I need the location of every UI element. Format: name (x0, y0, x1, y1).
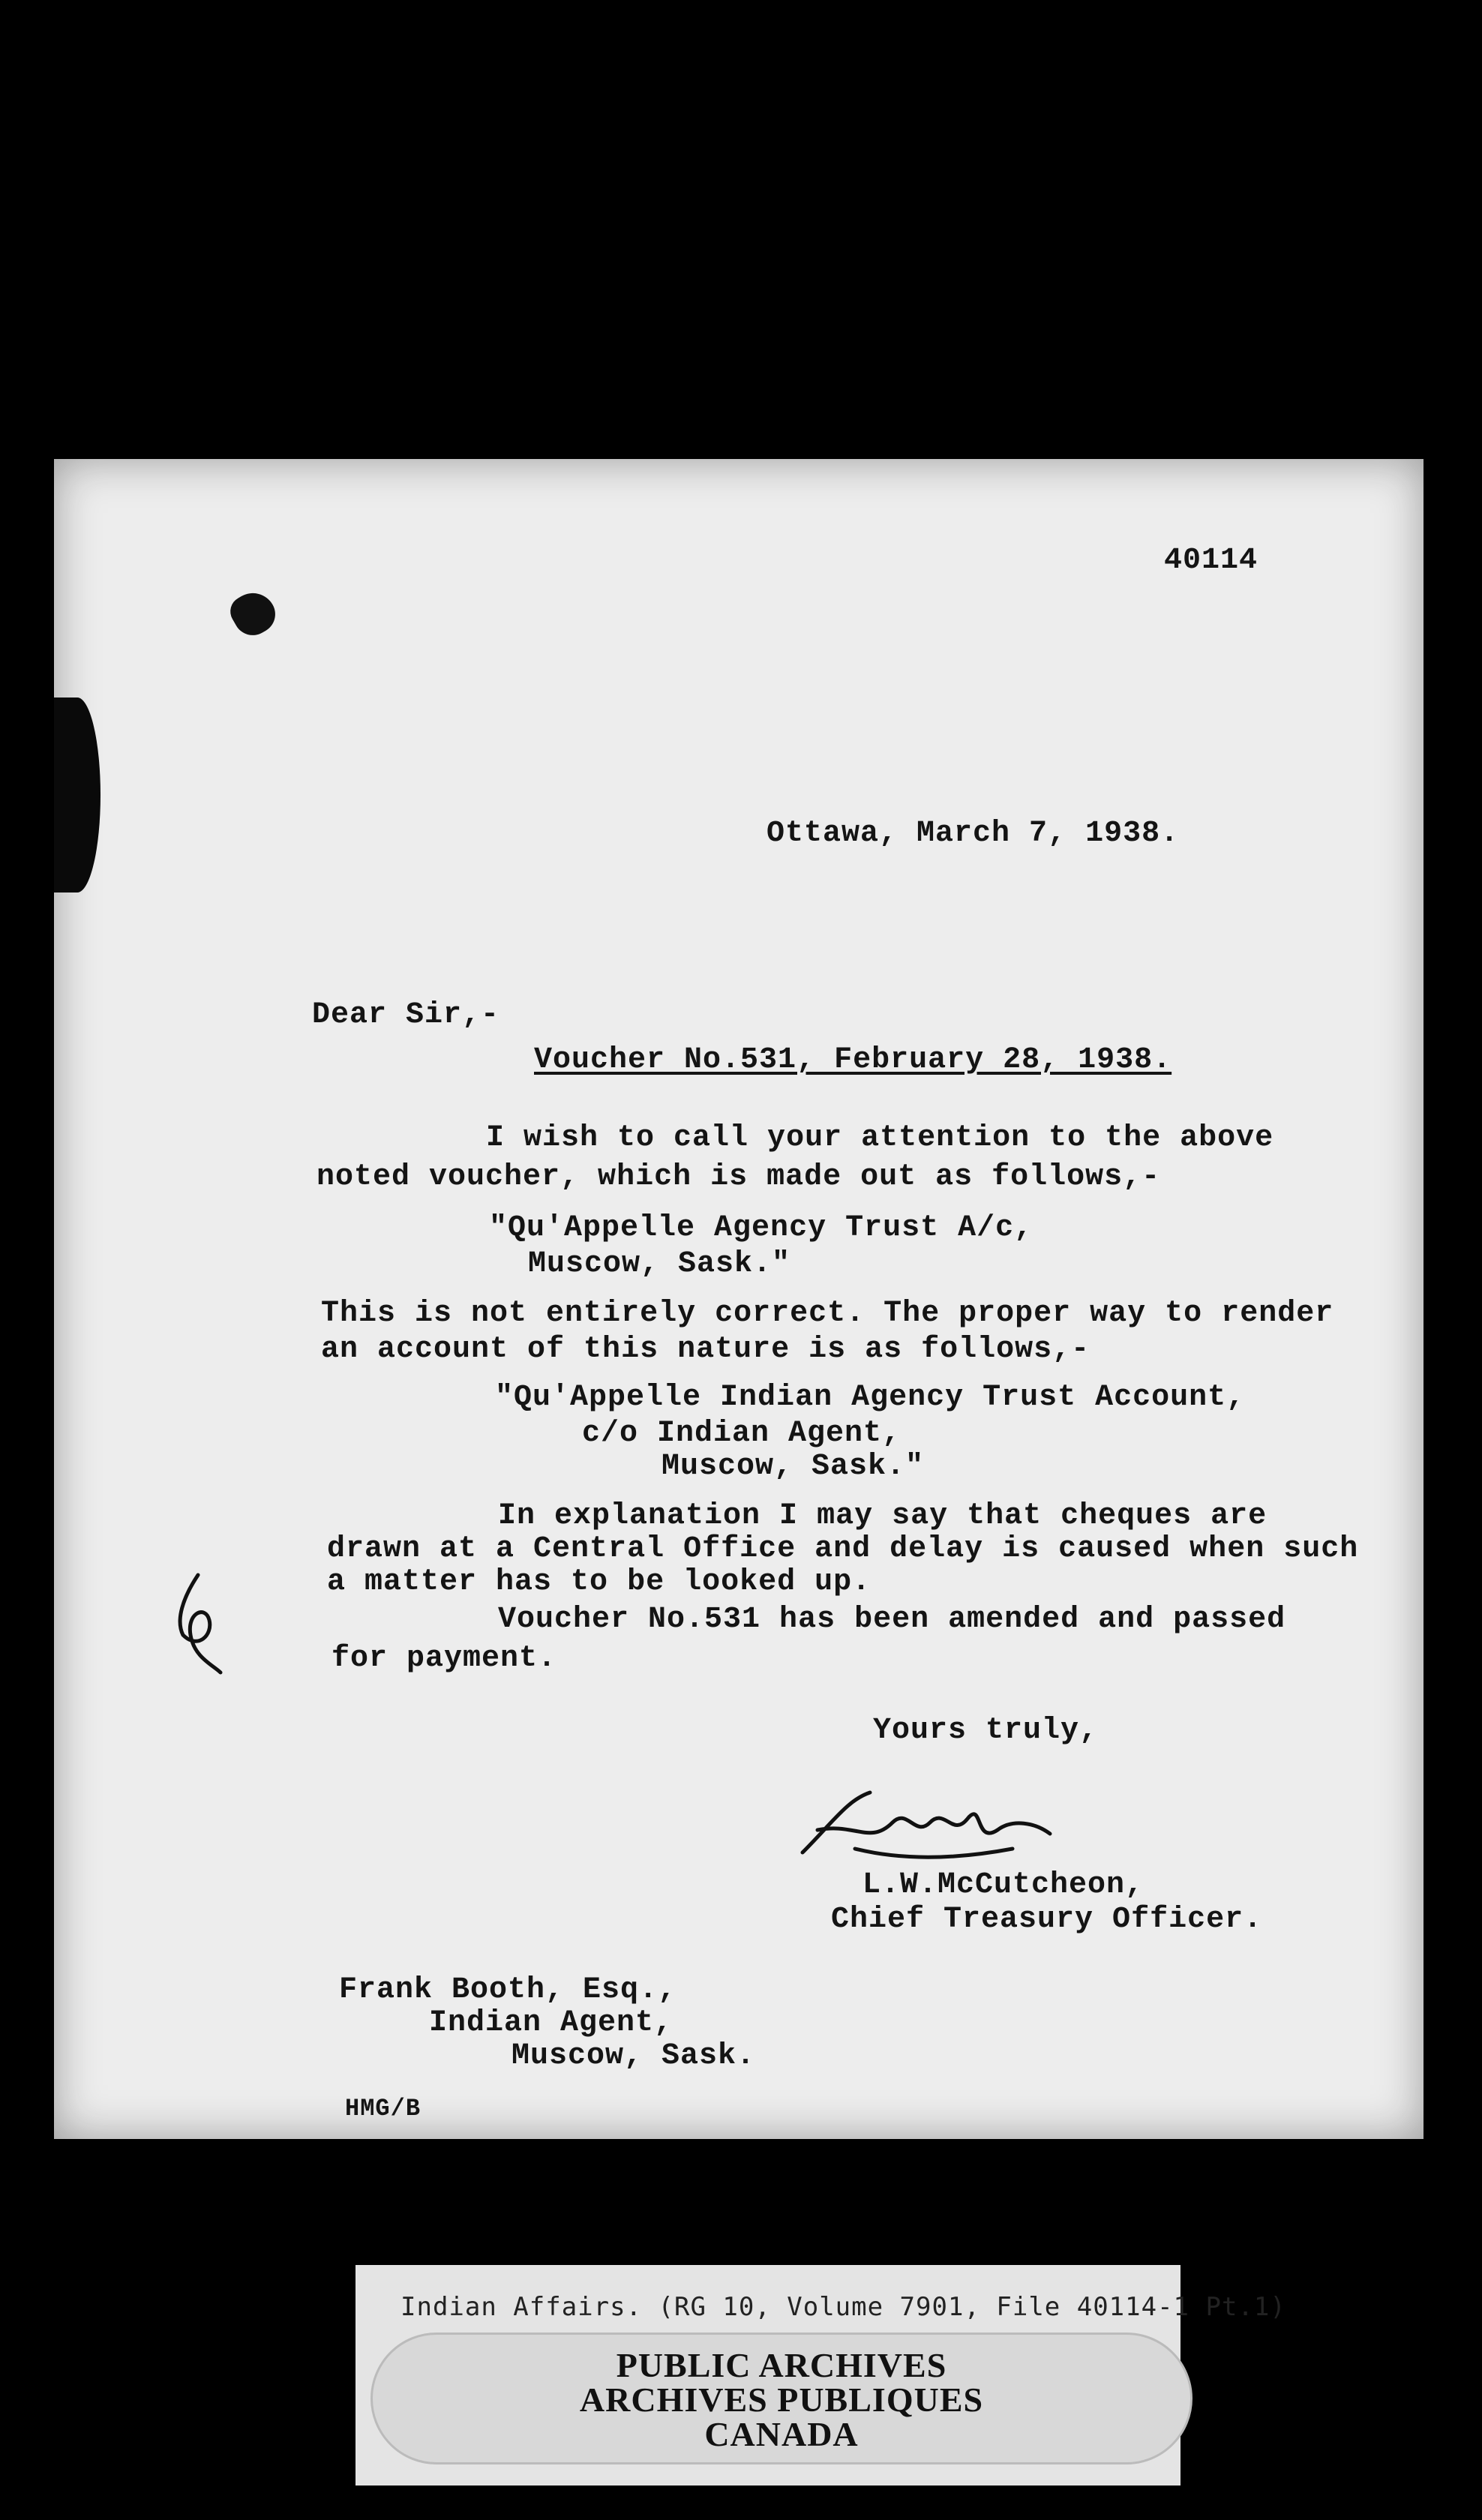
date-line: Ottawa, March 7, 1938. (766, 817, 1180, 850)
stamp-line-3: CANADA (704, 2415, 859, 2453)
signer-name: L.W.McCutcheon, (862, 1868, 1144, 1902)
stamp-line-1: PUBLIC ARCHIVES (616, 2346, 947, 2384)
edge-tear-mark (54, 698, 100, 892)
signer-title: Chief Treasury Officer. (831, 1903, 1263, 1936)
subject-line: Voucher No.531, February 28, 1938. (534, 1043, 1172, 1077)
punch-hole-mark (225, 585, 282, 642)
handwritten-margin-mark (168, 1568, 228, 1680)
paragraph-4-line-1: Voucher No.531 has been amended and passed (498, 1603, 1286, 1636)
typist-initials: HMG/B (345, 2095, 422, 2122)
paragraph-1-line-2: noted voucher, which is made out as follows,- (316, 1160, 1161, 1194)
quote-1-line-1: "Qu'Appelle Agency Trust A/c, (489, 1211, 1034, 1245)
paragraph-2-line-1: This is not entirely correct. The proper way to render (321, 1297, 1334, 1330)
stamp-line-2: ARCHIVES PUBLIQUES (579, 2380, 984, 2419)
archive-stamp (370, 2332, 1192, 2464)
paragraph-3-line-1: In explanation I may say that cheques are (498, 1499, 1268, 1533)
quote-2-line-2: c/o Indian Agent, (582, 1417, 902, 1450)
quote-1-line-2: Muscow, Sask." (528, 1247, 791, 1281)
addressee-line-3: Muscow, Sask. (512, 2039, 756, 2073)
paragraph-1-line-1: I wish to call your attention to the above (486, 1121, 1274, 1155)
paragraph-3-line-2: drawn at a Central Office and delay is caused when such (327, 1532, 1359, 1566)
closing: Yours truly, (873, 1714, 1099, 1748)
salutation: Dear Sir,- (312, 998, 500, 1032)
file-number: 40114 (1164, 544, 1258, 578)
paragraph-3-line-3: a matter has to be looked up. (327, 1565, 872, 1599)
addressee-line-2: Indian Agent, (429, 2006, 674, 2040)
paragraph-4-line-2: for payment. (332, 1642, 557, 1676)
paragraph-2-line-2: an account of this nature is as follows,- (321, 1333, 1090, 1366)
archive-label (356, 2265, 1286, 2486)
addressee-line-1: Frank Booth, Esq., (339, 1973, 677, 2007)
quote-2-line-3: Muscow, Sask." (662, 1450, 925, 1484)
quote-2-line-1: "Qu'Appelle Indian Agency Trust Account, (495, 1381, 1246, 1414)
archive-reference: Indian Affairs. (RG 10, Volume 7901, File 40114-1 Pt.1) (400, 2292, 1286, 2322)
